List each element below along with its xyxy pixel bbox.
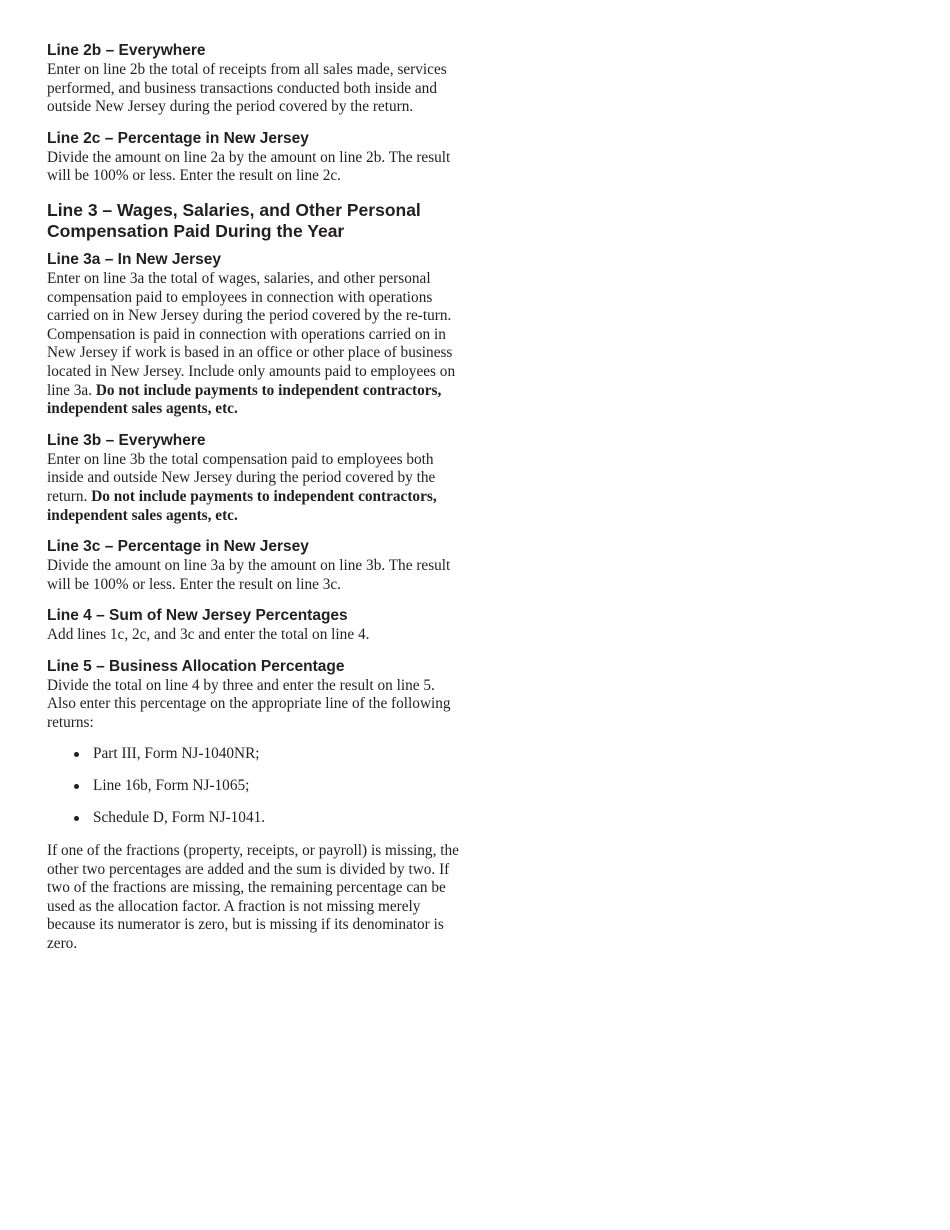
list-item-text: Schedule D, Form NJ-1041. — [93, 809, 266, 827]
list-item — [74, 745, 462, 764]
paragraph-line-3c: Divide the amount on line 3a by the amount on line 3b. The result will be 100% or less. Enter the result on line 3c. — [47, 557, 451, 593]
heading-line-2c: Line 2c – Percentage in New Jersey — [47, 129, 309, 147]
heading-line-3b: Line 3b – Everywhere — [47, 431, 206, 449]
bullet-icon — [74, 752, 79, 757]
list-item — [74, 777, 462, 796]
bullet-icon — [74, 784, 79, 789]
paragraph-missing-fractions: If one of the fractions (property, receipts, or payroll) is missing, the other two percentages are added and the sum is divided by two. If two of the fractions are missing, the remaining percentage can be used as the allocation factor. A fraction is not missing merely because its numerator is zero, but is missing if its denominator is zero. — [47, 842, 459, 952]
list-item — [74, 809, 462, 828]
bullet-icon — [74, 816, 79, 821]
list-item-text: Line 16b, Form NJ-1065; — [93, 777, 250, 795]
list-item-text: Part III, Form NJ-1040NR; — [93, 744, 260, 762]
heading-line-2b: Line 2b – Everywhere — [47, 42, 206, 59]
heading-line-3: Line 3 – Wages, Salaries, and Other Personal Compensation Paid During the Year — [47, 199, 421, 242]
paragraph-line-4: Add lines 1c, 2c, and 3c and enter the total on line 4. — [47, 626, 370, 644]
heading-line-4: Line 4 – Sum of New Jersey Percentages — [47, 607, 348, 625]
paragraph-line-3b — [47, 451, 462, 525]
paragraph-line-3b-text: Enter on line 3b the total compensation paid to employees both inside and outside New Jersey during the period covered by the return. — [47, 450, 436, 505]
paragraph-line-3b-bold: Do not include payments to independent contractors, independent sales agents, etc. — [47, 487, 437, 524]
heading-line-3a: Line 3a – In New Jersey — [47, 250, 222, 268]
heading-line-3c: Line 3c – Percentage in New Jersey — [47, 538, 309, 556]
paragraph-line-3a — [47, 270, 462, 419]
paragraph-line-2c — [47, 149, 462, 186]
paragraph-line-2b: Enter on line 2b the total of receipts from all sales made, services performed, and business transactions conducted both inside and outside New Jersey during the period covered by the return. — [47, 61, 447, 116]
heading-line-5: Line 5 – Business Allocation Percentage — [47, 657, 345, 675]
paragraph-line-3a-bold: Do not include payments to independent contractors, independent sales agents, etc. — [47, 381, 442, 418]
paragraph-line-3a-text: Enter on line 3a the total of wages, salaries, and other personal compensation paid to employees in connection with operations carried on in New Jersey during the period covered by the re-turn. Compensation is paid in connection with operations carried on in New Jersey if work is based in an office or other place of business located in New Jersey. Include only amounts paid to employees on line 3a. — [47, 269, 456, 399]
instructions-column — [47, 41, 462, 966]
returns-list — [47, 745, 462, 828]
paragraph-line-5: Divide the total on line 4 by three and enter the result on line 5. Also enter this percentage on the appropriate line of the following returns: — [47, 676, 451, 732]
paragraph-line-2c-text: Divide the amount on line 2a by the amount on line 2b. The result will be 100% or less. Enter the result on line 2c. — [47, 148, 451, 185]
